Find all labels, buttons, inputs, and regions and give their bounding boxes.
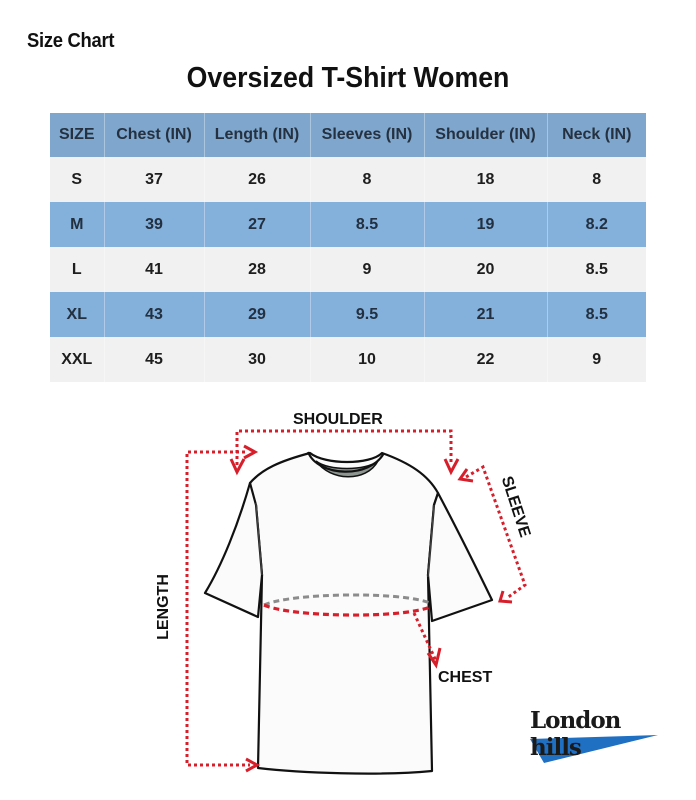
cell-neck: 8.2 — [547, 202, 646, 247]
table-row — [50, 157, 646, 202]
cell-length: 28 — [204, 247, 310, 292]
cell-shoulder: 22 — [424, 337, 547, 382]
shoulder-label: SHOULDER — [293, 411, 383, 428]
cell-neck: 8 — [547, 157, 646, 202]
cell-length: 30 — [204, 337, 310, 382]
cell-size: XXL — [50, 337, 104, 382]
cell-neck: 8.5 — [547, 247, 646, 292]
table-row — [50, 337, 646, 382]
cell-sleeves: 8.5 — [310, 202, 424, 247]
cell-size: L — [50, 247, 104, 292]
table-row — [50, 202, 646, 247]
cell-length: 26 — [204, 157, 310, 202]
tshirt-outline — [205, 453, 492, 774]
cell-chest: 41 — [104, 247, 204, 292]
cell-size: S — [50, 157, 104, 202]
cell-shoulder: 21 — [424, 292, 547, 337]
cell-length: 29 — [204, 292, 310, 337]
column-header-sleeves: Sleeves (IN) — [310, 113, 424, 157]
column-header-shoulder: Shoulder (IN) — [424, 113, 547, 157]
brand-name: London hills — [530, 707, 621, 761]
cell-shoulder: 18 — [424, 157, 547, 202]
cell-chest: 45 — [104, 337, 204, 382]
cell-chest: 37 — [104, 157, 204, 202]
size-chart-label: Size Chart — [27, 30, 115, 52]
table-row — [50, 292, 646, 337]
cell-size: XL — [50, 292, 104, 337]
brand-logo — [526, 705, 666, 765]
cell-neck: 8.5 — [547, 292, 646, 337]
cell-sleeves: 9 — [310, 247, 424, 292]
cell-chest: 43 — [104, 292, 204, 337]
cell-sleeves: 10 — [310, 337, 424, 382]
cell-length: 27 — [204, 202, 310, 247]
cell-shoulder: 20 — [424, 247, 547, 292]
tshirt-measurement-diagram — [0, 395, 696, 800]
cell-sleeves: 8 — [310, 157, 424, 202]
cell-shoulder: 19 — [424, 202, 547, 247]
table-row — [50, 247, 646, 292]
column-header-chest: Chest (IN) — [104, 113, 204, 157]
cell-size: M — [50, 202, 104, 247]
length-label: LENGTH — [155, 574, 172, 640]
column-header-size: SIZE — [50, 113, 104, 157]
size-table — [50, 113, 646, 382]
table-header-row — [50, 113, 646, 157]
cell-sleeves: 9.5 — [310, 292, 424, 337]
column-header-length: Length (IN) — [204, 113, 310, 157]
sleeve-label: SLEEVE — [497, 474, 534, 540]
cell-chest: 39 — [104, 202, 204, 247]
column-header-neck: Neck (IN) — [547, 113, 646, 157]
chest-label: CHEST — [438, 669, 493, 686]
page-title: Oversized T-Shirt Women — [186, 62, 510, 94]
cell-neck: 9 — [547, 337, 646, 382]
